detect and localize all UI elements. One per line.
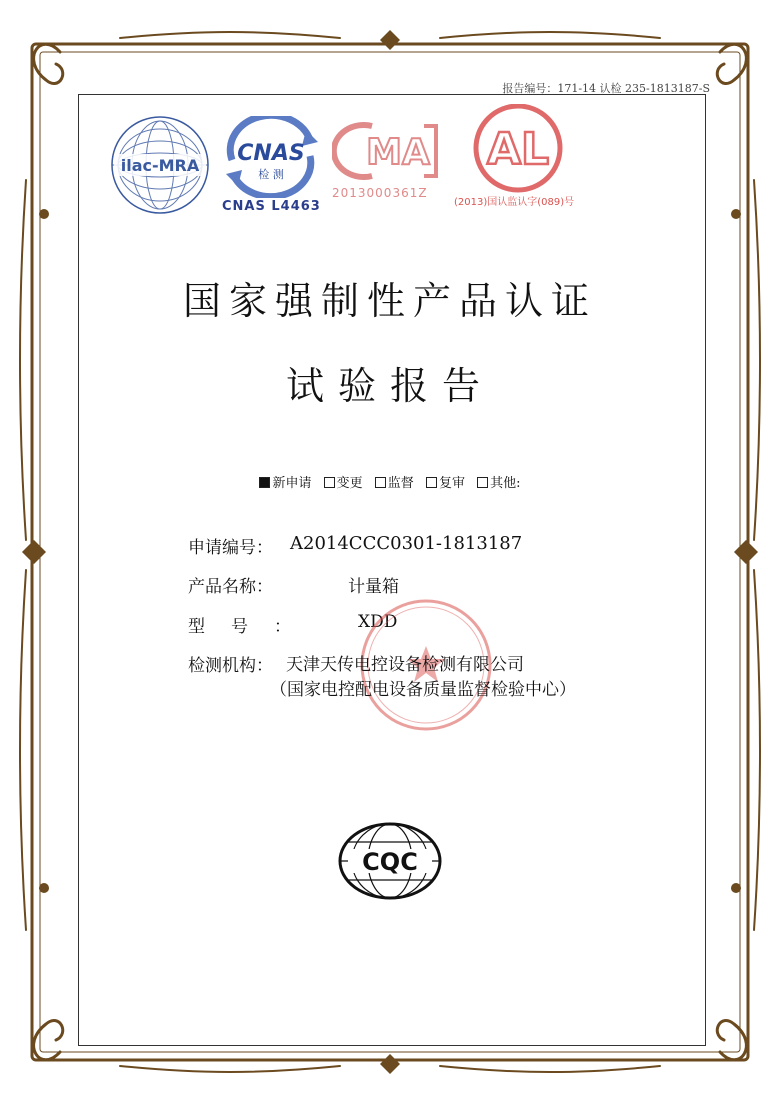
ilac-mra-logo	[106, 112, 214, 218]
cal-caption: (2013)国认监认字(089)号	[454, 197, 575, 208]
product-name-value: 计量箱	[348, 577, 399, 597]
option-label: 新申请	[272, 476, 312, 491]
checked-checkbox-icon	[259, 477, 270, 488]
report-number: 报告编号：171-14 认检 235-1813187-S	[502, 82, 710, 95]
checkbox-icon	[477, 477, 488, 488]
cma-logo	[332, 118, 444, 184]
svg-text:CNAS: CNAS	[237, 141, 305, 166]
cma-caption: 2013000361Z	[332, 186, 428, 200]
cqc-logo	[336, 820, 444, 906]
application-type-options	[0, 472, 780, 491]
checkbox-icon	[324, 477, 335, 488]
svg-text:MA: MA	[366, 132, 430, 173]
option-supervision	[375, 476, 414, 491]
option-change	[324, 476, 363, 491]
certificate-title: 国家强制性产品认证	[182, 279, 597, 323]
svg-text:检 测: 检 测	[258, 168, 284, 181]
application-number-value: A2014CCC0301-1813187	[290, 533, 523, 554]
option-other	[477, 476, 520, 491]
option-label: 变更	[336, 476, 363, 491]
testing-organization-value: 天津天传电控设备检测有限公司	[286, 655, 524, 675]
svg-text:ilac-MRA: ilac-MRA	[120, 156, 200, 175]
model-value: XDD	[358, 612, 398, 632]
testing-organization-alt-name: （国家电控配电设备质量监督检验中心）	[270, 680, 576, 700]
option-review	[426, 476, 465, 491]
option-new-application	[259, 476, 311, 491]
cnas-caption: CNAS L4463	[222, 199, 321, 214]
cnas-logo	[218, 116, 324, 198]
svg-text:AL: AL	[486, 124, 550, 175]
testing-organization-label: 检测机构：	[188, 656, 273, 676]
option-label: 其他:	[490, 476, 521, 491]
svg-text:CQC: CQC	[362, 848, 418, 876]
report-subtitle: 试验报告	[285, 364, 494, 408]
option-label: 监督	[387, 476, 414, 491]
product-name-label: 产品名称：	[188, 577, 273, 597]
checkbox-icon	[426, 477, 437, 488]
checkbox-icon	[375, 477, 386, 488]
application-number-label: 申请编号：	[188, 538, 273, 558]
cal-logo	[462, 104, 574, 194]
model-label: 型号：	[188, 617, 317, 637]
option-label: 复审	[438, 476, 465, 491]
